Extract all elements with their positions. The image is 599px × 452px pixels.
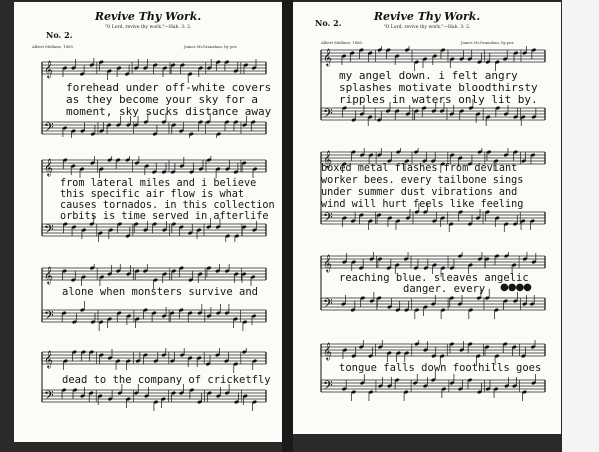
epigraph: "O Lord, revive thy work."—Hab. 3: 2.: [104, 25, 192, 30]
left-page: [14, 2, 282, 442]
lyric-line: boxed metal flashes from deviant: [321, 163, 518, 174]
lyric-line: reaching blue. sleaves angelic: [339, 272, 529, 284]
svg-text:𝄞: 𝄞: [44, 60, 53, 78]
svg-text:𝄞: 𝄞: [44, 266, 53, 284]
staff-graphics: [293, 340, 561, 418]
music-system-1: [293, 46, 561, 128]
hymn-number: No. 2.: [46, 30, 73, 40]
book-gutter: [282, 0, 293, 452]
lyric-line: as they become your sky for a: [66, 93, 259, 106]
svg-text:𝄞: 𝄞: [323, 48, 332, 66]
lyric-line: under summer dust vibrations and: [321, 187, 518, 198]
lyric-line: causes tornados. in this collection: [60, 200, 275, 211]
lyric-line: danger. every: [403, 283, 486, 295]
lyric-line: alone when monsters survive and: [62, 286, 258, 298]
lyric-line: splashes motivate bloodthirsty: [339, 81, 538, 94]
svg-text:𝄢: 𝄢: [323, 378, 333, 396]
svg-text:𝄢: 𝄢: [44, 388, 54, 406]
composer-credit: James McGranahan, by per.: [461, 40, 515, 45]
composer-credit: James McGranahan, by per.: [184, 44, 238, 49]
lyric-line: moment, sky sucks distance away: [66, 105, 272, 118]
lyric-line: this specific air flow is what: [60, 189, 245, 200]
svg-text:𝄞: 𝄞: [44, 158, 53, 176]
svg-text:𝄢: 𝄢: [323, 106, 333, 124]
svg-text:𝄢: 𝄢: [323, 210, 333, 228]
staff-graphics: [14, 348, 282, 426]
svg-text:𝄞: 𝄞: [323, 150, 332, 168]
music-system-3: [14, 264, 282, 334]
lyric-line: from lateral miles and i believe: [60, 178, 257, 189]
lyric-line: forehead under off-white covers: [66, 81, 272, 94]
lyric-line: dead to the company of cricketfly: [62, 374, 271, 386]
svg-text:𝄞: 𝄞: [323, 342, 332, 360]
music-system-1: [14, 58, 282, 138]
hymn-title: Revive Thy Work.: [373, 10, 481, 23]
epigraph: "O Lord, revive thy work."—Hab. 3: 2.: [383, 25, 471, 30]
music-system-2: [14, 156, 282, 242]
svg-text:𝄞: 𝄞: [323, 254, 332, 272]
right-page: [293, 2, 561, 434]
lyric-line: orbits is time served in afterlife: [60, 211, 269, 222]
lyricist-credit: Albert Midlane, 1860.: [321, 40, 364, 45]
hymn-title: Revive Thy Work.: [94, 10, 202, 23]
music-system-3: [293, 252, 561, 320]
svg-text:𝄢: 𝄢: [44, 308, 54, 326]
svg-text:𝄞: 𝄞: [44, 350, 53, 368]
lyric-line: ripples in waters only lit by.: [339, 93, 538, 106]
svg-text:𝄢: 𝄢: [323, 296, 333, 314]
page-edge: [562, 0, 599, 452]
lyric-line: wind will hurt feels like feeling: [321, 199, 524, 210]
lyricist-credit: Albert Midlane, 1860.: [32, 44, 75, 49]
lyric-line: worker bees. every tailbone sings: [321, 175, 524, 186]
staff-graphics: [14, 264, 282, 334]
svg-text:𝄢: 𝄢: [44, 222, 54, 240]
music-system-4: [293, 340, 561, 418]
lyric-line: tongue falls down foothills goes: [339, 362, 542, 374]
svg-text:𝄢: 𝄢: [44, 120, 54, 138]
ink-blot: ●●●●: [500, 282, 531, 293]
music-system-2: [293, 148, 561, 232]
lyric-line: my angel down. i felt angry: [339, 69, 518, 82]
hymn-number: No. 2.: [315, 18, 342, 28]
music-system-4: [14, 348, 282, 426]
